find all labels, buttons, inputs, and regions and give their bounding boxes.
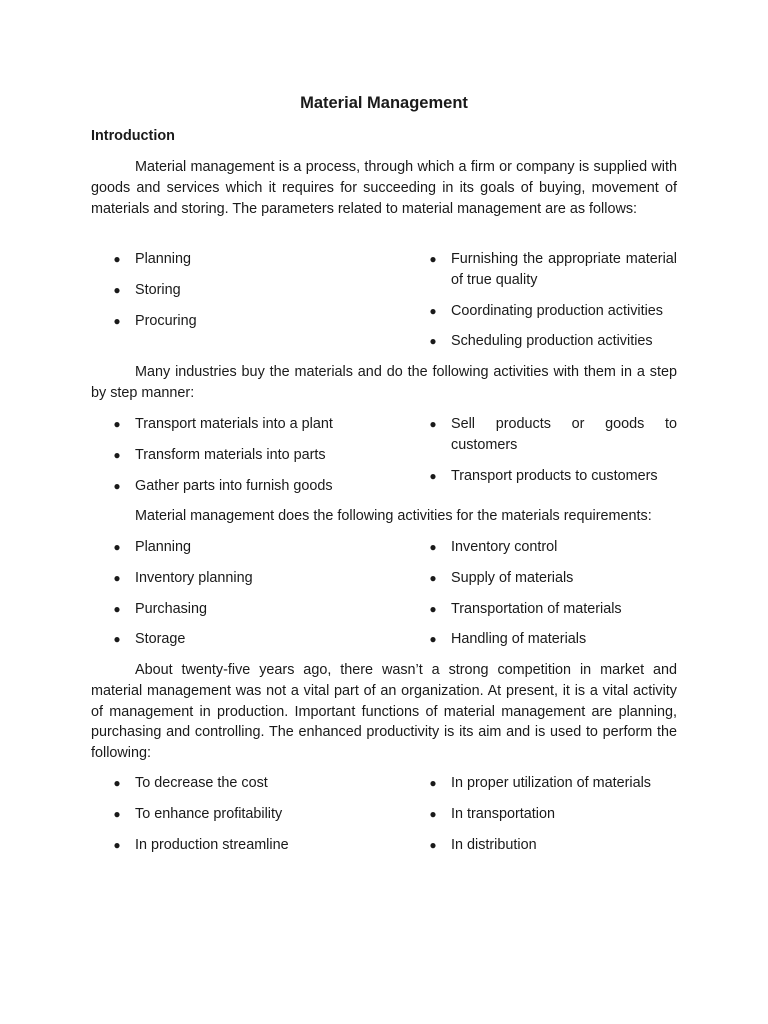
list-item: ● Gather parts into furnish goods — [91, 476, 407, 497]
list-item: ● Sell products or goods to customers — [407, 414, 677, 456]
bullet-list-requirements — [91, 537, 677, 660]
list-item: ● Transport materials into a plant — [91, 414, 407, 435]
bullet-icon: ● — [429, 540, 437, 554]
list-column-left — [91, 537, 407, 660]
bullet-icon: ● — [429, 303, 437, 318]
bullet-icon: ● — [429, 468, 437, 483]
paragraph-requirements-text: Material management does the following activities for the materials requirements: — [135, 508, 652, 524]
list-item: ● To decrease the cost — [91, 773, 407, 794]
bullet-icon: ● — [429, 837, 437, 852]
list-item: ● In distribution — [407, 835, 677, 856]
bullet-icon: ● — [113, 806, 121, 821]
bullet-icon: ● — [113, 837, 121, 852]
list-item: ● In production streamline — [91, 835, 407, 856]
list-item: ● Handling of materials — [407, 629, 677, 650]
list-item: ● Storage — [91, 629, 407, 650]
bullet-icon: ● — [113, 570, 121, 585]
bullet-icon: ● — [429, 776, 437, 790]
list-item: ● Inventory control — [407, 537, 677, 558]
list-item: ● Planning — [91, 249, 407, 270]
section-heading: Introduction — [91, 128, 175, 144]
bullet-icon: ● — [429, 601, 437, 616]
paragraph-history — [91, 660, 677, 764]
list-column-right — [407, 414, 677, 506]
list-column-right — [407, 773, 677, 865]
bullet-icon: ● — [113, 601, 121, 616]
list-column-right — [407, 249, 677, 362]
list-item: ● Storing — [91, 280, 407, 301]
bullet-icon: ● — [429, 632, 437, 647]
bullet-icon: ● — [429, 334, 437, 349]
list-item: ● In proper utilization of materials — [407, 773, 677, 794]
bullet-icon: ● — [113, 417, 121, 431]
list-column-left — [91, 773, 407, 865]
list-item: ● Supply of materials — [407, 568, 677, 589]
list-item: ● Furnishing the appropriate material of true quality — [407, 249, 677, 291]
bullet-icon: ● — [113, 478, 121, 493]
bullet-list-aims — [91, 773, 677, 865]
paragraph-requirements — [91, 506, 677, 527]
bullet-icon: ● — [113, 313, 121, 328]
bullet-icon: ● — [113, 252, 121, 266]
paragraph-history-text: About twenty-five years ago, there wasn’t a strong competition in market and material management was not a vital part of an organization. At present, it is a vital activity of management in production. Important functions of material management are planning, purchasing and controlling. The enhanced productivity is its aim and is used to perform the following: — [91, 662, 677, 762]
list-item: ● In transportation — [407, 804, 677, 825]
list-item: ● Transportation of materials — [407, 599, 677, 620]
bullet-icon: ● — [113, 776, 121, 790]
paragraph-intro — [91, 157, 677, 219]
bullet-icon: ● — [113, 632, 121, 647]
list-item: ● Procuring — [91, 311, 407, 332]
bullet-icon: ● — [113, 540, 121, 554]
bullet-icon: ● — [429, 570, 437, 585]
bullet-list-parameters — [91, 249, 677, 362]
list-item: ● Scheduling production activities — [407, 331, 677, 352]
bullet-icon: ● — [113, 282, 121, 297]
document-title: Material Management — [300, 94, 468, 112]
list-item: ● Transform materials into parts — [91, 445, 407, 466]
list-item: ● Transport products to customers — [407, 466, 677, 487]
bullet-icon: ● — [429, 417, 437, 431]
bullet-icon: ● — [113, 447, 121, 462]
bullet-icon: ● — [429, 252, 437, 266]
bullet-icon: ● — [429, 806, 437, 821]
list-column-right — [407, 537, 677, 660]
list-column-left — [91, 249, 407, 362]
paragraph-intro-text: Material management is a process, through which a firm or company is supplied with goods and services which it requires for succeeding in its goals of buying, movement of materials and storing. The parameters related to material management are as follows: — [91, 159, 677, 217]
list-item: ● Inventory planning — [91, 568, 407, 589]
list-item: ● Purchasing — [91, 599, 407, 620]
list-item: ● Coordinating production activities — [407, 301, 677, 322]
list-item: ● To enhance profitability — [91, 804, 407, 825]
paragraph-activities — [91, 362, 677, 404]
bullet-list-steps — [91, 414, 677, 506]
list-item: ● Planning — [91, 537, 407, 558]
paragraph-activities-text: Many industries buy the materials and do the following activities with them in a step by step manner: — [91, 364, 677, 401]
list-column-left — [91, 414, 407, 506]
